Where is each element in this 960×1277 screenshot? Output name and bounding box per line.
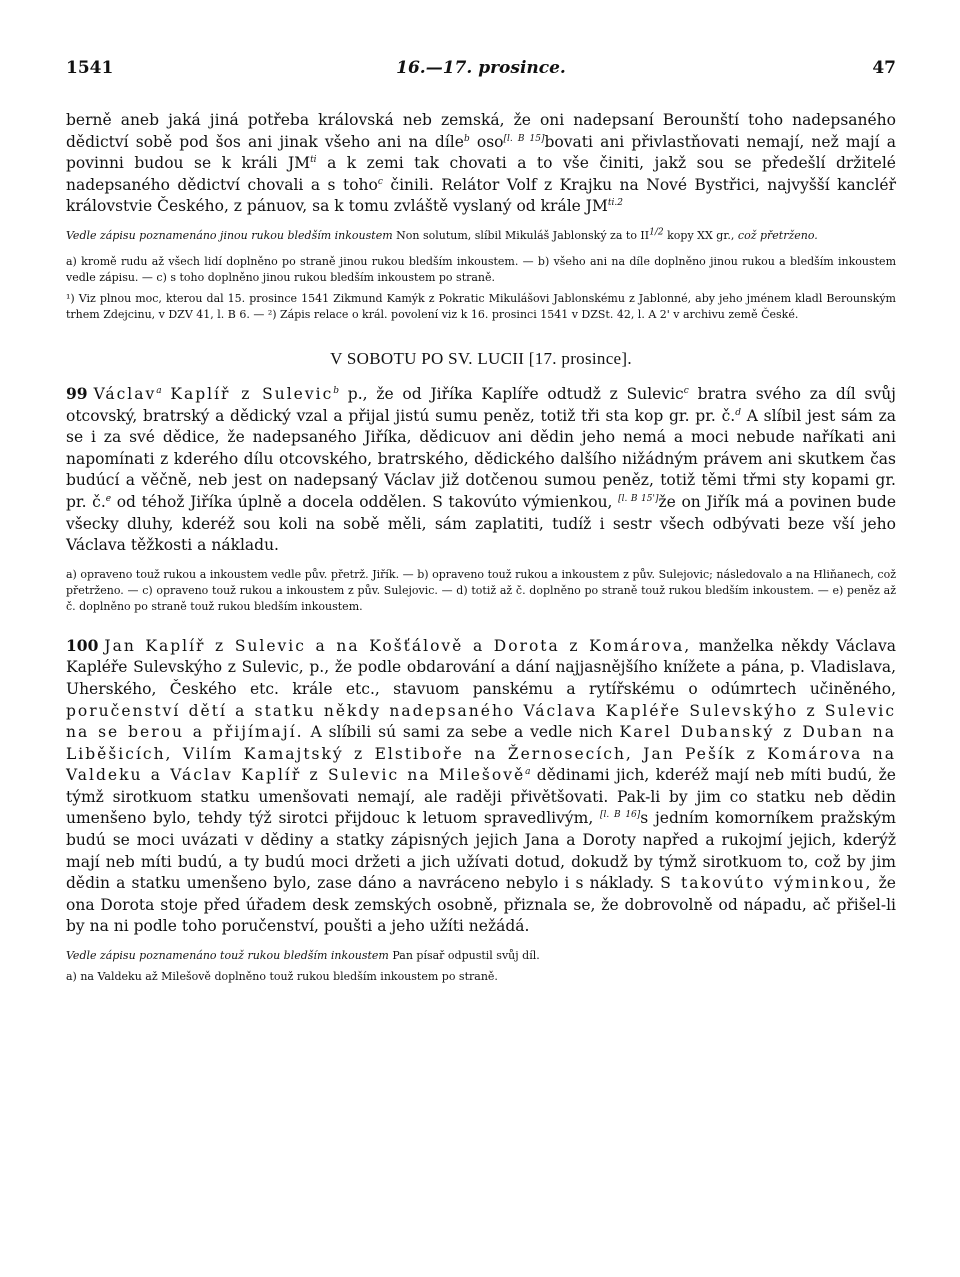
header-year: 1541 xyxy=(66,58,114,78)
section-heading: V SOBOTU PO SV. LUCII [17. prosince]. xyxy=(330,348,632,368)
note-ref-e: e xyxy=(105,493,112,504)
entry-text: A slíbili sú sami za sebe a vedle nich xyxy=(310,723,613,742)
entry-text: bratra svého za díl svůj otcovský, bratrský a dědický vzal a přijal jistú sumu peněz, totiž tři sta kop gr. pr. č. xyxy=(66,384,896,425)
note-ref-c: c xyxy=(683,385,689,396)
note-ref-b: b xyxy=(463,133,470,144)
jm-suffix: ti xyxy=(607,198,615,209)
entry-number: 100 xyxy=(66,635,99,655)
footnote-apparatus: a) kromě rudu až všech lidí doplněno po straně jinou rukou bledším inkoustem. — b) všeho ani na díle doplněno jinou rukou a bledším inkoustem vedle zápisu. — c) s toho doplněno jinou rukou bledším inkoustem po straně. xyxy=(66,254,896,284)
entry-99 xyxy=(66,383,896,557)
note-ref-2: .2 xyxy=(614,198,623,209)
note-ref-a: a xyxy=(156,385,162,396)
page-number: 47 xyxy=(872,58,896,78)
entry-number: 99 xyxy=(66,383,88,403)
folio-marker: [l. B 15] xyxy=(503,133,545,144)
entry-text: manželka někdy Václava Kapléře Sulevskýho z Sulevic, p., že podle obdarování a dání najjasnějšího knížete a pána, p. Vladislava, Uherského, Českého etc. krále etc., stavuom panskému a rytířskému o odúmrtech učiněného, xyxy=(66,636,896,698)
entry-text: p., že od Jiříka Kaplíře odtudž z Sulevic xyxy=(347,384,684,403)
document-page xyxy=(66,58,896,985)
footnote-text: Non solutum, slíbil Mikuláš Jablonský za to II xyxy=(396,228,650,242)
paragraph-continuation xyxy=(66,110,896,218)
note-ref-b: b xyxy=(333,385,340,396)
jm-suffix: ti xyxy=(310,155,317,166)
para1-text-c: bovati ani přivlastňovati nemají, než mají a povinni budou se k králi JM xyxy=(66,132,896,173)
para1-text-e: činili. Relátor Volf z Krajku na Nové Bystřici, najvyšší kancléř královstvie Českého, z pánuov, sa k tomu zvláště vyslaný od krále JM xyxy=(66,175,897,216)
entry-text: s jedním komorníkem pražským budú se moci uvázati v dědiny a statky zápisných jejich Jana a Doroty napřed a rukojmí jejich, kderýž mají neb míti budú, a ty budú moci držeti a jich užívati dotud, dokudž by týmž sirotkuom to, což by jim dědin a statku umenšeno bylo, zase dáno a navráceno nebylo i s náklady. xyxy=(66,809,896,893)
entry-text: A slíbil jest sám za se i za své dědice, že nadepsaného Jiříka, dědicuov ani dědin jeho nemá a moci nebude naříkati ani napomínati z kderého dílu otcovského, bratrského, dědického dalšího nižádným právem ani skutkem čas budúcí a věčně, neb jest on nadepsaný Václav již dotčenou sumou peněz, totiž těmi třmi sty kopami gr. pr. č. xyxy=(66,406,896,511)
entry-name: Jan Kaplíř z Sulevic a na Košťálově a Dorota z Komárova, xyxy=(104,636,692,655)
entry-text: že ona Dorota stoje před úřadem desk zemských osobně, přiznala se, že dobrovolně od nápadu, ač přišel-li by na ni podle toho poručenství, poušti a jeho užíti nežádá. xyxy=(66,874,896,936)
entry-text: že on Jiřík má a povinen bude všecky dluhy, kderéž sou koli na sobě měli, sám zaplatiti, tudíž i sestr všech odbývati beze vší jeho Václava těžkosti a nákladu. xyxy=(66,492,896,555)
footnote-italic: což přetrženo. xyxy=(737,228,818,242)
entry-text: poručenství dětí a statku někdy nadepsaného Václava Kapléře Sulevskýho z Sulevic na se berou a přijímají. xyxy=(66,701,896,742)
header-title: 16.—17. prosince. xyxy=(396,58,566,78)
footnote-text: kopy XX gr., xyxy=(667,228,735,242)
entry-text: od téhož Jiříka úplně a docela oddělen. S takovúto výmienkou, xyxy=(116,492,613,511)
note-ref-c: c xyxy=(377,176,383,187)
note-ref-a: a xyxy=(525,767,531,778)
footnote-text: Pan písař odpustil svůj díl. xyxy=(392,949,540,963)
entry-name: Václav xyxy=(93,384,157,403)
footnote-italic: Vedle zápisu poznamenáno jinou rukou bledším inkoustem xyxy=(66,228,393,242)
para1-text-d: a k zemi tak chovati a to vše činiti, jakž sou se předešlí držitelé nadepsaného dědictví chovali a s toho xyxy=(66,154,896,194)
entry-text: Karel Dubanský z Duban na Liběšicích, Vilím Kamajtský z Elstiboře na Žernosecích, Jan Pešík z Komárova na Valdeku a Václav Kaplíř z Sulevic na Milešově xyxy=(66,723,896,785)
entry-text: dědinami jich, kderéž mají neb míti budú, že týmž sirotkuom statku umenšovati nemají, ale raději přivětšovati. Pak-li by jim co statku neb dědin umenšeno bylo, tehdy týž sirotci přijdouc k letuom spravedlivým, xyxy=(66,766,896,828)
footnote-apparatus: a) opraveno touž rukou a inkoustem vedle pův. přetrž. Jiřík. — b) opraveno touž rukou a inkoustem z pův. Sulejovic; následovalo a na Hliňanech, což přetrženo. — c) opraveno touž rukou a inkoustem z pův. Sulejovic. — d) totiž až č. doplněno po straně touž rukou bledším inkoustem. — e) peněz až č. doplněno po straně touž rukou bledším inkoustem. xyxy=(66,567,896,613)
entry-name: Kaplíř z Sulevic xyxy=(170,384,334,403)
footnote-margin xyxy=(66,948,896,964)
footnote-margin xyxy=(66,228,896,244)
footnote-apparatus: a) na Valdeku až Milešově doplněno touž rukou bledším inkoustem po straně. xyxy=(66,970,498,984)
entry-100 xyxy=(66,635,896,938)
folio-marker: [l. B 15'] xyxy=(618,493,659,504)
footnote-italic: Vedle zápisu poznamenáno touž rukou bledším inkoustem xyxy=(66,949,389,963)
para1-text-b: oso xyxy=(476,132,504,151)
folio-marker: [l. B 16] xyxy=(600,810,641,821)
fraction: 1/2 xyxy=(649,227,664,238)
running-header xyxy=(66,58,896,88)
entry-text: S takovúto výminkou, xyxy=(660,874,873,893)
para1-text-a: berně aneb jaká jiná potřeba královská neb zemská, že oni nadepsaní Berounští toho nadepsaného dědictví sobě pod šos ani jinak všeho ani na díle xyxy=(66,111,896,151)
footnote-references: ¹) Viz plnou moc, kterou dal 15. prosince 1541 Zikmund Kamýk z Pokratic Mikulášovi Jablonskému z Jablonné, aby jeho jménem kladl Berounským trhem Zdejcinu, v DZV 41, l. B 6. — ²) Zápis relace o král. povolení viz k 16. prosinci 1541 v DZSt. 42, l. A 2' v archivu země České. xyxy=(66,291,896,321)
note-ref-d: d xyxy=(735,407,741,418)
